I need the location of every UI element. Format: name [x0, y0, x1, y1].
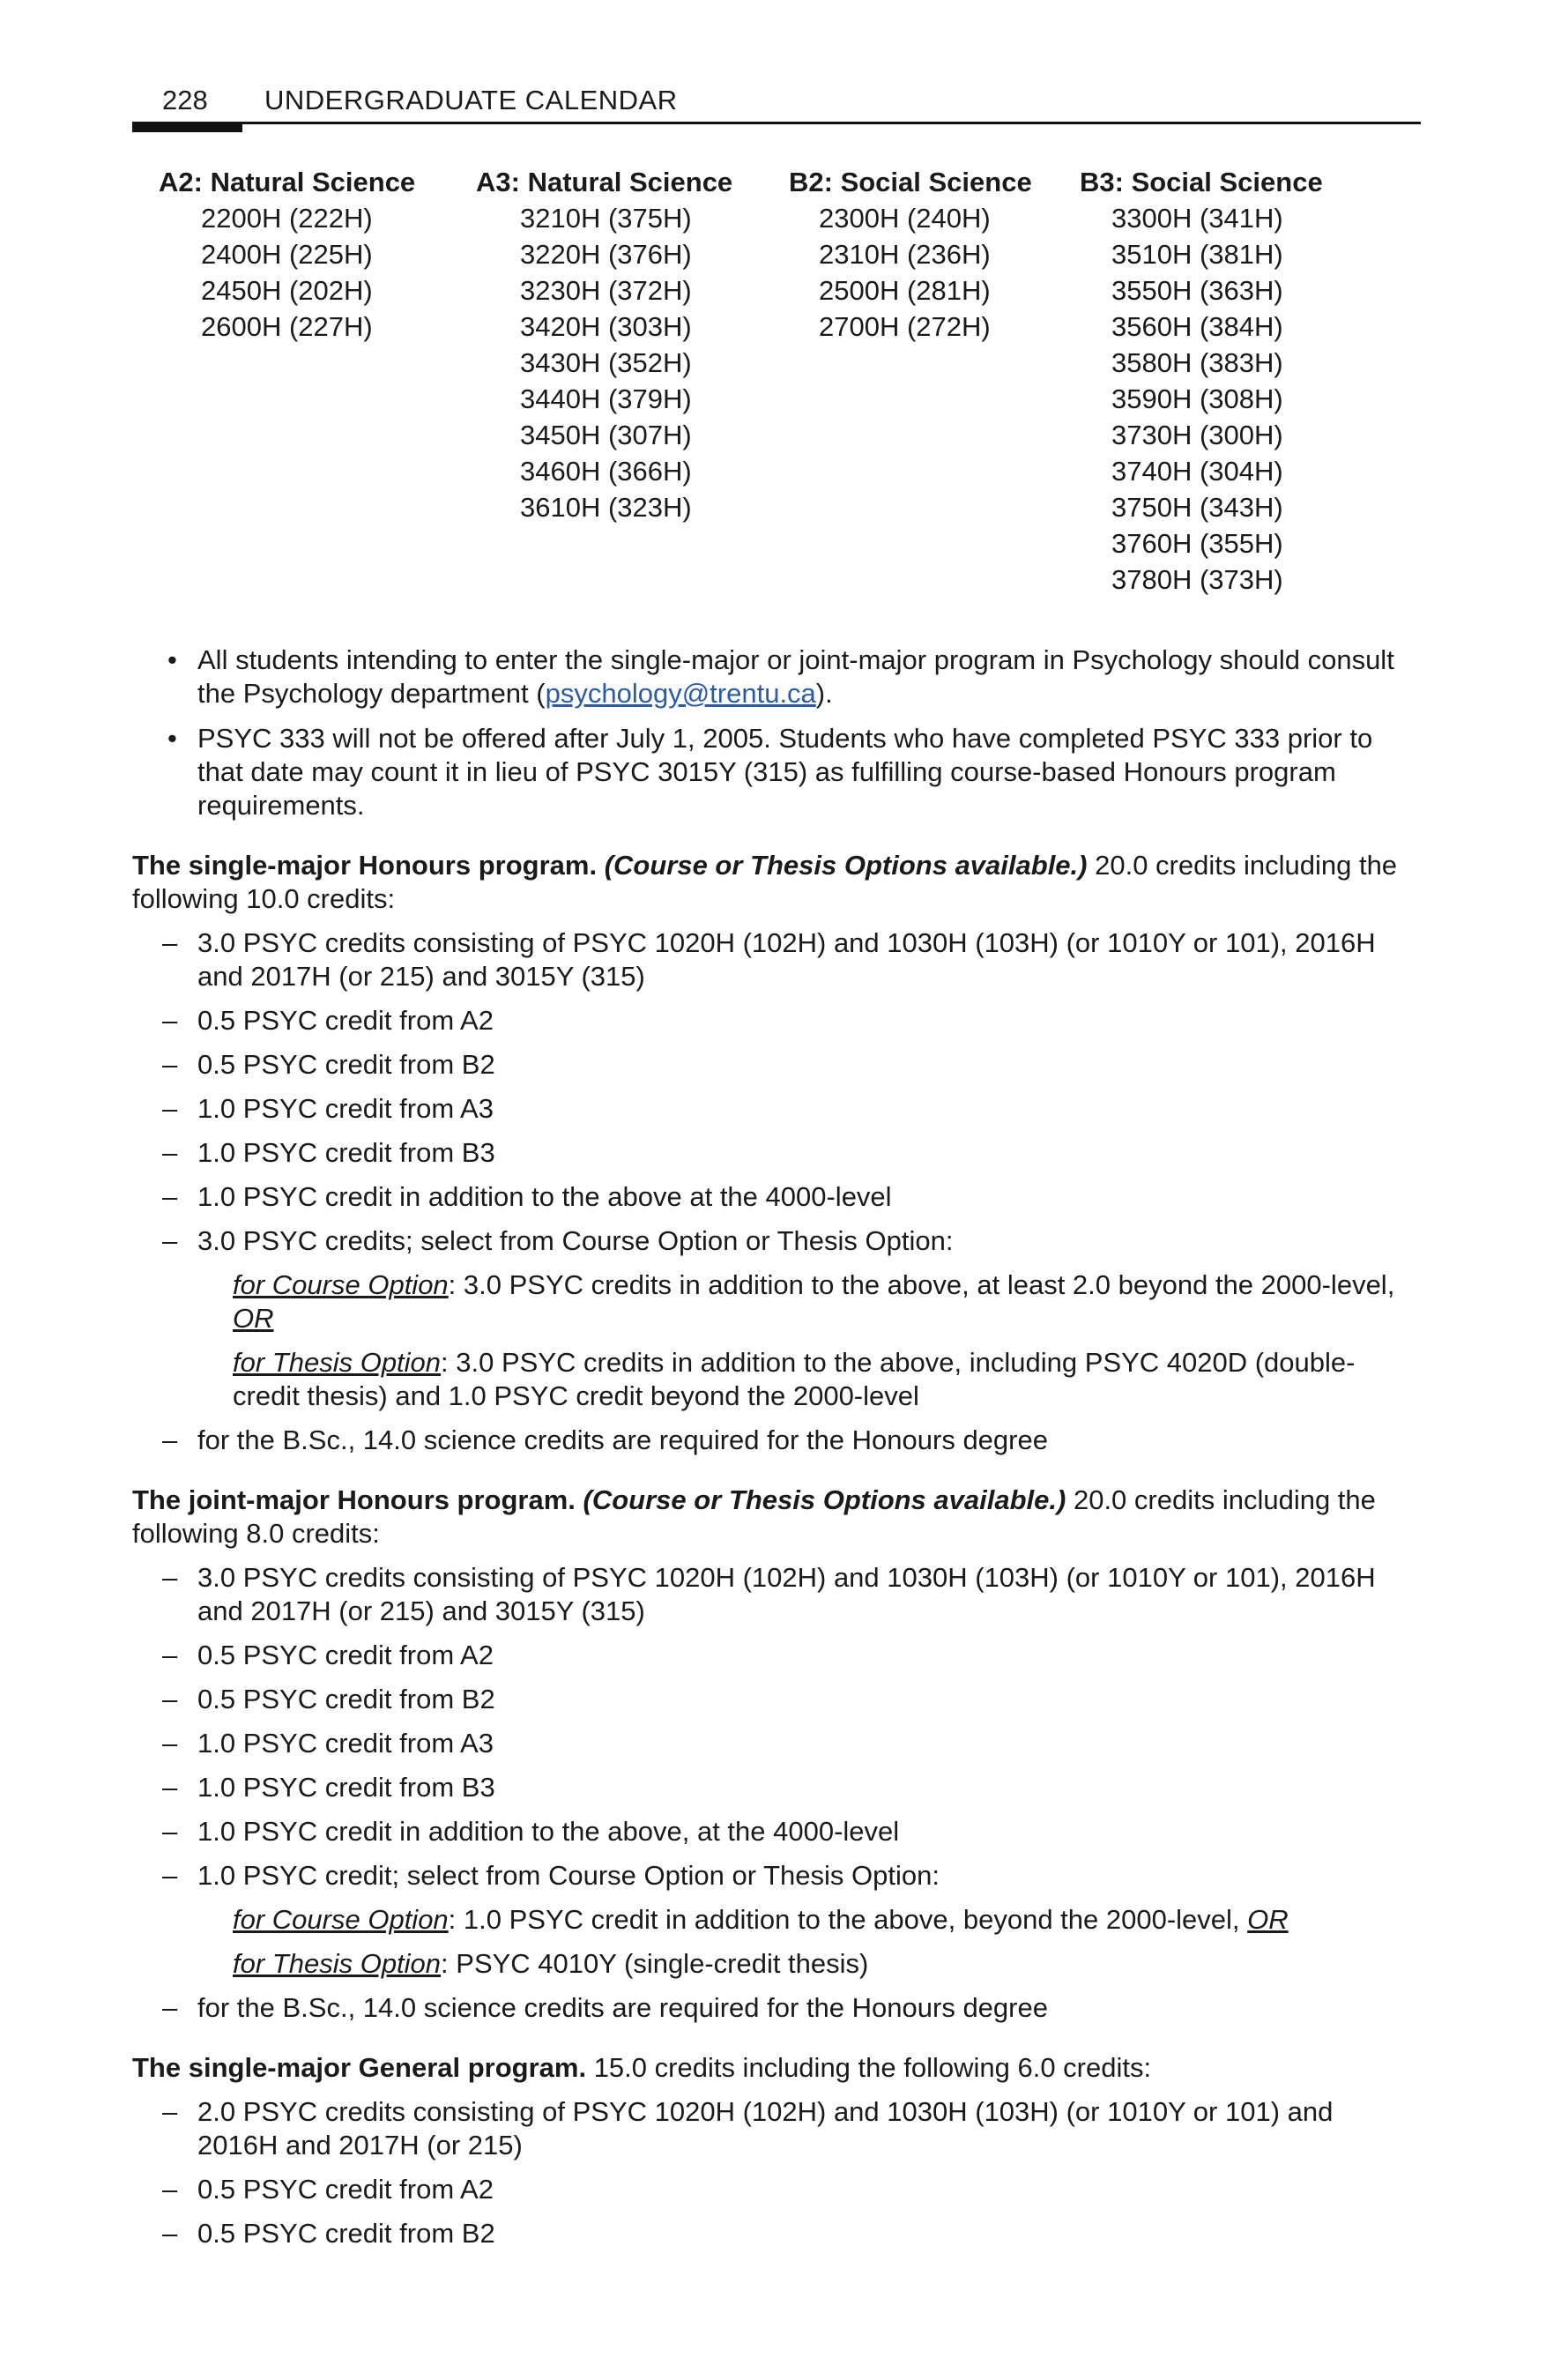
requirement-text: 0.5 PSYC credit from B2 — [197, 1684, 495, 1714]
requirement-item — [132, 1561, 1421, 1628]
bullet-marker: • — [167, 723, 177, 754]
requirement-text: 1.0 PSYC credit from B3 — [197, 1772, 495, 1803]
course-code: 3450H (307H) — [520, 420, 692, 450]
intro-text: 15.0 credits including the following 6.0 credits: — [586, 2052, 1152, 2083]
dash-marker: – — [162, 1137, 178, 1168]
option-label: for Thesis Option — [233, 1948, 442, 1979]
requirement-item — [132, 1424, 1421, 1457]
page-number: 228 — [162, 85, 208, 115]
requirement-item — [132, 2095, 1421, 2162]
section-intro — [132, 1484, 1421, 1551]
requirement-item — [132, 2173, 1421, 2206]
course-code: 2400H (225H) — [201, 239, 373, 270]
group-b3 — [1080, 164, 1323, 598]
requirement-text: 3.0 PSYC credits; select from Course Option or Thesis Option: — [197, 1225, 954, 1256]
dash-marker: – — [162, 1225, 178, 1256]
course-code: 2300H (240H) — [819, 203, 991, 234]
requirement-item — [132, 1683, 1421, 1716]
dash-marker: – — [162, 927, 178, 958]
dash-marker: – — [162, 2218, 178, 2249]
dash-marker: – — [162, 1684, 178, 1714]
requirement-item — [132, 2217, 1421, 2250]
requirement-text: for the B.Sc., 14.0 science credits are required for the Honours degree — [197, 1992, 1048, 2023]
dash-marker: – — [162, 1992, 178, 2023]
course-code: 3750H (343H) — [1111, 492, 1283, 523]
course-option — [132, 1268, 1421, 1335]
requirement-text: 1.0 PSYC credit from A3 — [197, 1093, 494, 1124]
course-code: 3610H (323H) — [520, 492, 692, 523]
dash-marker: – — [162, 1772, 178, 1803]
requirement-item — [132, 926, 1421, 993]
email-link[interactable]: psychology@trentu.ca — [545, 678, 816, 709]
note-text: ). — [815, 678, 833, 709]
course-code: 3220H (376H) — [520, 239, 692, 270]
requirement-text: 1.0 PSYC credit in addition to the above at the 4000-level — [197, 1181, 892, 1212]
bullet-marker: • — [167, 644, 177, 675]
requirement-text: 3.0 PSYC credits consisting of PSYC 1020H (102H) and 1030H (103H) (or 1010Y or 101), 2016H and 2017H (or 215) and 3015Y (315) — [197, 1562, 1376, 1626]
requirement-item — [132, 1004, 1421, 1038]
group-a3 — [476, 164, 732, 525]
course-code: 3590H (308H) — [1111, 383, 1283, 414]
running-title: UNDERGRADUATE CALENDAR — [264, 85, 678, 115]
option-text: : PSYC 4010Y (single-credit thesis) — [441, 1948, 869, 1979]
dash-marker: – — [162, 1562, 178, 1593]
course-code: 3230H (372H) — [520, 275, 692, 306]
dash-marker: – — [162, 1860, 178, 1891]
requirement-text: for the B.Sc., 14.0 science credits are required for the Honours degree — [197, 1424, 1048, 1455]
course-code: 3440H (379H) — [520, 383, 692, 414]
group-heading: B3: Social Science — [1080, 167, 1323, 197]
course-code: 2700H (272H) — [819, 311, 991, 342]
requirement-list — [132, 1991, 1421, 2025]
section-intro — [132, 2051, 1421, 2085]
dash-marker: – — [162, 1424, 178, 1455]
note-text: All students intending to enter the single-major or joint-major program in Psychology should consult the Psychology department ( — [197, 644, 1394, 709]
course-code: 3300H (341H) — [1111, 203, 1283, 234]
options-note: (Course or Thesis Options available.) — [604, 850, 1088, 881]
course-code: 3420H (303H) — [520, 311, 692, 342]
requirement-text: 0.5 PSYC credit from B2 — [197, 2218, 495, 2249]
options-note: (Course or Thesis Options available.) — [583, 1484, 1066, 1515]
requirement-text: 0.5 PSYC credit from B2 — [197, 1049, 495, 1080]
option-text: : 3.0 PSYC credits in addition to the above, including PSYC 4020D (double-credit thesis) and 1.0 PSYC credit beyond the 2000-level — [233, 1347, 1356, 1411]
group-heading: A3: Natural Science — [476, 167, 733, 197]
course-code: 3760H (355H) — [1111, 528, 1283, 559]
dash-marker: – — [162, 1640, 178, 1670]
header-tab-bar — [132, 122, 242, 132]
section-title: The single-major General program. — [132, 2052, 587, 2083]
requirement-text: 0.5 PSYC credit from A2 — [197, 2174, 494, 2205]
requirement-list — [132, 926, 1421, 1258]
thesis-option — [132, 1346, 1421, 1413]
requirement-item — [132, 1727, 1421, 1760]
requirement-text: 1.0 PSYC credit from B3 — [197, 1137, 495, 1168]
course-code: 2450H (202H) — [201, 275, 373, 306]
notes-list — [132, 643, 1421, 822]
course-code: 3430H (352H) — [520, 347, 692, 378]
requirement-item — [132, 1180, 1421, 1214]
course-code: 2500H (281H) — [819, 275, 991, 306]
course-code: 2310H (236H) — [819, 239, 991, 270]
joint-major-honours-section — [132, 1484, 1421, 2025]
course-code: 2600H (227H) — [201, 311, 373, 342]
section-title: The single-major Honours program. — [132, 850, 598, 881]
requirement-list — [132, 2095, 1421, 2250]
thesis-option — [132, 1947, 1421, 1981]
option-or: OR — [233, 1303, 274, 1334]
dash-marker: – — [162, 1049, 178, 1080]
requirement-item — [132, 1771, 1421, 1804]
course-code: 3460H (366H) — [520, 456, 692, 487]
requirement-text: 1.0 PSYC credit; select from Course Option or Thesis Option: — [197, 1860, 940, 1891]
course-code: 3730H (300H) — [1111, 420, 1283, 450]
requirement-item — [132, 1815, 1421, 1848]
single-major-honours-section — [132, 849, 1421, 1457]
group-b2 — [789, 164, 1032, 345]
option-text: : 3.0 PSYC credits in addition to the above, at least 2.0 beyond the 2000-level, — [448, 1269, 1395, 1300]
page-header — [132, 85, 1421, 125]
course-code: 3580H (383H) — [1111, 347, 1283, 378]
intro-text: 20.0 credits including the following 10.0 credits: — [132, 850, 1398, 914]
course-code: 2200H (222H) — [201, 203, 373, 234]
requirement-item — [132, 1136, 1421, 1170]
requirement-text: 0.5 PSYC credit from A2 — [197, 1640, 494, 1670]
intro-text: 20.0 credits including the following 8.0 credits: — [132, 1484, 1376, 1549]
group-heading: B2: Social Science — [789, 167, 1032, 197]
course-code: 3550H (363H) — [1111, 275, 1283, 306]
requirement-item — [132, 1639, 1421, 1672]
course-code: 3560H (384H) — [1111, 311, 1283, 342]
dash-marker: – — [162, 1816, 178, 1847]
group-a2 — [159, 164, 415, 345]
requirement-item — [132, 1991, 1421, 2025]
requirement-text: 2.0 PSYC credits consisting of PSYC 1020H (102H) and 1030H (103H) (or 1010Y or 101) and 2016H and 2017H (or 215) — [197, 2096, 1334, 2161]
requirement-item — [132, 1224, 1421, 1258]
course-code: 3510H (381H) — [1111, 239, 1283, 270]
option-or: OR — [1247, 1904, 1289, 1935]
course-code: 3780H (373H) — [1111, 564, 1283, 595]
requirement-text: 0.5 PSYC credit from A2 — [197, 1005, 494, 1036]
course-code: 3210H (375H) — [520, 203, 692, 234]
requirement-text: 3.0 PSYC credits consisting of PSYC 1020H (102H) and 1030H (103H) (or 1010Y or 101), 2016H and 2017H (or 215) and 3015Y (315) — [197, 927, 1376, 992]
note-item — [132, 722, 1421, 822]
requirement-item — [132, 1092, 1421, 1126]
requirement-list — [132, 1424, 1421, 1457]
section-intro — [132, 849, 1421, 916]
section-title: The joint-major Honours program. — [132, 1484, 576, 1515]
requirement-text: 1.0 PSYC credit in addition to the above, at the 4000-level — [197, 1816, 900, 1847]
option-label: for Thesis Option — [233, 1347, 442, 1378]
option-label: for Course Option — [233, 1904, 449, 1935]
dash-marker: – — [162, 2096, 178, 2127]
dash-marker: – — [162, 2174, 178, 2205]
requirement-list — [132, 1561, 1421, 1893]
course-code: 3740H (304H) — [1111, 456, 1283, 487]
group-heading: A2: Natural Science — [159, 167, 416, 197]
dash-marker: – — [162, 1093, 178, 1124]
header-rule — [132, 122, 1421, 124]
note-item — [132, 643, 1421, 710]
single-major-general-section — [132, 2051, 1421, 2250]
requirement-text: 1.0 PSYC credit from A3 — [197, 1728, 494, 1759]
requirement-item — [132, 1859, 1421, 1893]
body-text — [132, 643, 1421, 2261]
requirement-item — [132, 1048, 1421, 1082]
note-text: PSYC 333 will not be offered after July 1, 2005. Students who have completed PSYC 333 prior to that date may count it in lieu of PSYC 3015Y (315) as fulfilling course-based Honours program requirements. — [197, 723, 1373, 821]
option-text: : 1.0 PSYC credit in addition to the above, beyond the 2000-level, — [448, 1904, 1248, 1935]
course-option — [132, 1903, 1421, 1937]
dash-marker: – — [162, 1181, 178, 1212]
dash-marker: – — [162, 1728, 178, 1759]
option-label: for Course Option — [233, 1269, 449, 1300]
dash-marker: – — [162, 1005, 178, 1036]
